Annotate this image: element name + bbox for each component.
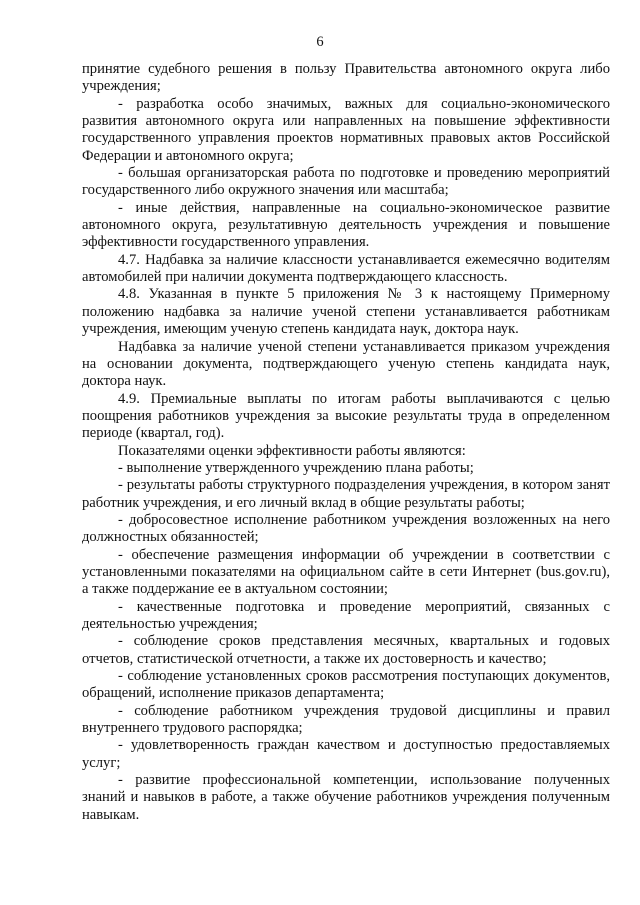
list-item: - добросовестное исполнение работником учреждения возложенных на него должностных обязанностей; — [82, 511, 610, 546]
list-item: - большая организаторская работа по подготовке и проведению мероприятий государственного либо окружного значения или масштаба; — [82, 165, 610, 199]
paragraph: принятие судебного решения в пользу Правительства автономного округа либо учреждения; — [82, 61, 610, 95]
list-item: - результаты работы структурного подразделения учреждения, в котором занят работник учреждения, и его личный вклад в общие результаты работы; — [82, 477, 610, 511]
paragraph: Показателями оценки эффективности работы являются: — [118, 442, 466, 459]
clause-4-8: 4.8. Указанная в пункте 5 приложения № 3 к настоящему Примерному положению надбавка за наличие ученой степени устанавливается работникам учреждения, имеющим ученую степень кандидата наук, доктора наук. — [82, 286, 610, 338]
document-body — [82, 61, 610, 824]
list-item: - разработка особо значимых, важных для социально-экономического развития автономного округа или направленных на повышение эффективности государственного управления проектов нормативных правовых актов Российской Федерации и автономного округа; — [82, 95, 610, 164]
list-item: - иные действия, направленные на социально-экономическое развитие автономного округа, результативную деятельность учреждения и повышение эффективности государственного управления. — [82, 199, 610, 251]
page-number: 6 — [316, 34, 324, 50]
paragraph: Надбавка за наличие ученой степени устанавливается приказом учреждения на основании документа, подтверждающего ученую степень кандидата наук, доктора наук. — [82, 338, 610, 390]
list-item: - качественные подготовка и проведение мероприятий, связанных с деятельностью учреждения; — [82, 598, 610, 632]
list-item: - соблюдение работником учреждения трудовой дисциплины и правил внутреннего трудового распорядка; — [82, 702, 610, 737]
list-item: - выполнение утвержденного учреждению плана работы; — [118, 459, 474, 476]
list-item: - удовлетворенность граждан качеством и доступностью предоставляемых услуг; — [82, 737, 610, 771]
clause-4-9: 4.9. Премиальные выплаты по итогам работы выплачиваются с целью поощрения работников учреждения за высокие результаты труда в определенном периоде (квартал, год). — [82, 390, 610, 442]
list-item: - соблюдение установленных сроков рассмотрения поступающих документов, обращений, исполнение приказов департамента; — [82, 668, 610, 702]
list-item: - развитие профессиональной компетенции, использование полученных знаний и навыков в работе, а также обучение работников учреждения полученным навыкам. — [82, 772, 610, 823]
list-item: - обеспечение размещения информации об учреждении в соответствии с установленными показателями на официальном сайте в сети Интернет (bus.gov.ru), а также поддержание ее в актуальном состоянии; — [82, 546, 610, 598]
clause-4-7: 4.7. Надбавка за наличие классности устанавливается ежемесячно водителям автомобилей при наличии документа подтверждающего классность. — [82, 251, 610, 286]
list-item: - соблюдение сроков представления месячных, квартальных и годовых отчетов, статистической отчетности, а также их достоверность и качество; — [82, 633, 610, 667]
